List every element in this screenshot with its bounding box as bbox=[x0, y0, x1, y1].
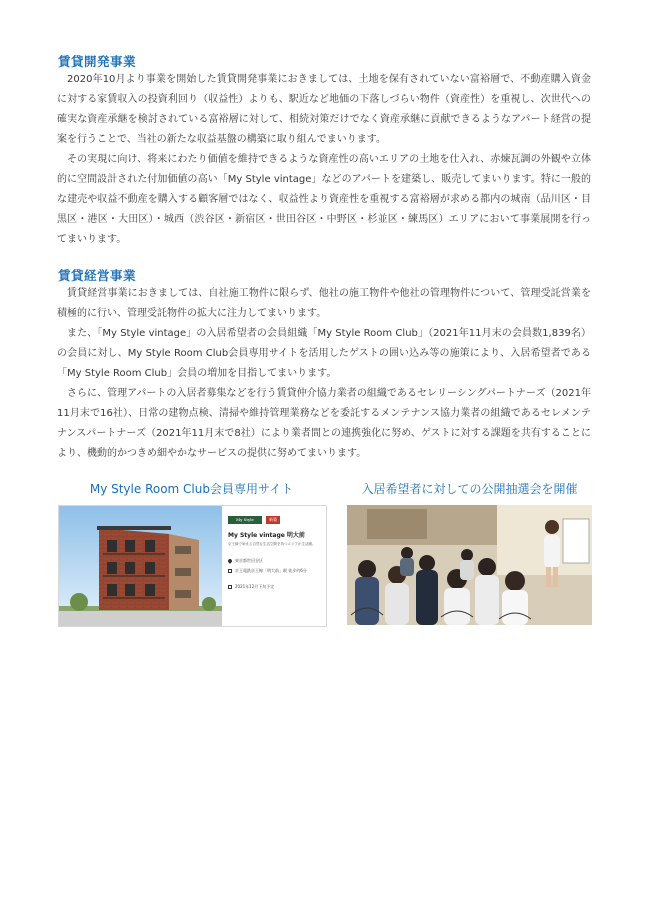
figure-caption-site: My Style Room Club会員専用サイト bbox=[89, 482, 294, 496]
property-card bbox=[222, 506, 326, 626]
address-row: 東京都世田谷区 bbox=[228, 558, 263, 564]
property-description: 京王線で始まる自然な生活空間を持つエリアが生活圏。 bbox=[228, 542, 316, 546]
member-site-screenshot bbox=[58, 505, 327, 627]
calendar-icon bbox=[228, 585, 232, 589]
section-heading-rental-development: 賃貸開発事業 bbox=[58, 54, 137, 69]
brand-logo: My Style vintage bbox=[228, 516, 262, 524]
property-title: My Style vintage 明大前 bbox=[228, 532, 305, 539]
open-lottery-event-photo bbox=[347, 505, 592, 625]
paragraph: さらに、管理アパートの入居者募集などを行う賃貸仲介協力業者の組織であるセレリーシングパートナーズ（2021年11月末で16社）、日常の建物点検、清掃や維持管理業務などを委託するメンテナンス協力業者の組織であるセレメンテナンスパートナーズ（2021年11月末で8社）により業者間との連携強化に努め、ゲストに対する課題を共有することにより、機動的かつきめ細やかなサービスの提供に努めてまいります。 bbox=[57, 388, 591, 459]
event-scene-image bbox=[347, 505, 592, 625]
paragraph: 2020年10月より事業を開始した賃貸開発事業におきましては、土地を保有されていない富裕層で、不動産購入資金に対する家賃収入の投資利回り（収益性）よりも、駅近など地価の下落しづらい物件（資産性）を重視し、次世代への確実な資産承継を検討されている富裕層に対して、相続対策だけでなく資産承継に貢献できるようなアパート経営の提案を行うことで、当社の新たな収益基盤の構築に取り組んでまいります。 bbox=[57, 74, 591, 145]
section-heading-rental-management: 賃貸経営事業 bbox=[58, 268, 137, 283]
figure-caption-lottery: 入居希望者に対しての公開抽選会を開催 bbox=[361, 482, 578, 496]
train-icon bbox=[228, 569, 232, 573]
apartment-building-image bbox=[59, 506, 222, 626]
location-pin-icon bbox=[227, 558, 233, 564]
paragraph: 賃貸経営事業におきましては、自社施工物件に限らず、他社の施工物件や他社の管理物件について、管理受託営業を積極的に行い、管理受託物件の拡大に注力してまいります。 bbox=[57, 288, 591, 319]
station-row: 京王電鉄京王線「明大前」駅 徒歩約6分 bbox=[228, 568, 320, 573]
new-badge: 新築 bbox=[266, 516, 280, 524]
paragraph: また、「My Style vintage」の入居希望者の会員組織「My Style Room Club」（2021年11月末の会員数1,839名）の会員に対し、My Style Room Club会員専用サイトを活用したゲストの囲い込み等の施策により、入居希望者である「My Style Room Club」会員の増加を目指してまいります。 bbox=[57, 328, 591, 379]
date-row: 2021年12月下旬予定 bbox=[228, 584, 274, 590]
paragraph: その実現に向け、将来にわたり価値を維持できるような資産性の高いエリアの土地を仕入れ、赤煉瓦調の外観や立体的に空間設計された付加価値の高い「My Style vintage」などのアパートを建築し、販売してまいります。特に一般的な建売や収益不動産を購入する顧客層ではなく、収益性より資産性を重視する富裕層が求める都内の城南（品川区・目黒区・港区・大田区）・城西（渋谷区・新宿区・世田谷区・中野区・杉並区・練馬区）エリアにおいて事業展開を行ってまいります。 bbox=[57, 154, 591, 245]
